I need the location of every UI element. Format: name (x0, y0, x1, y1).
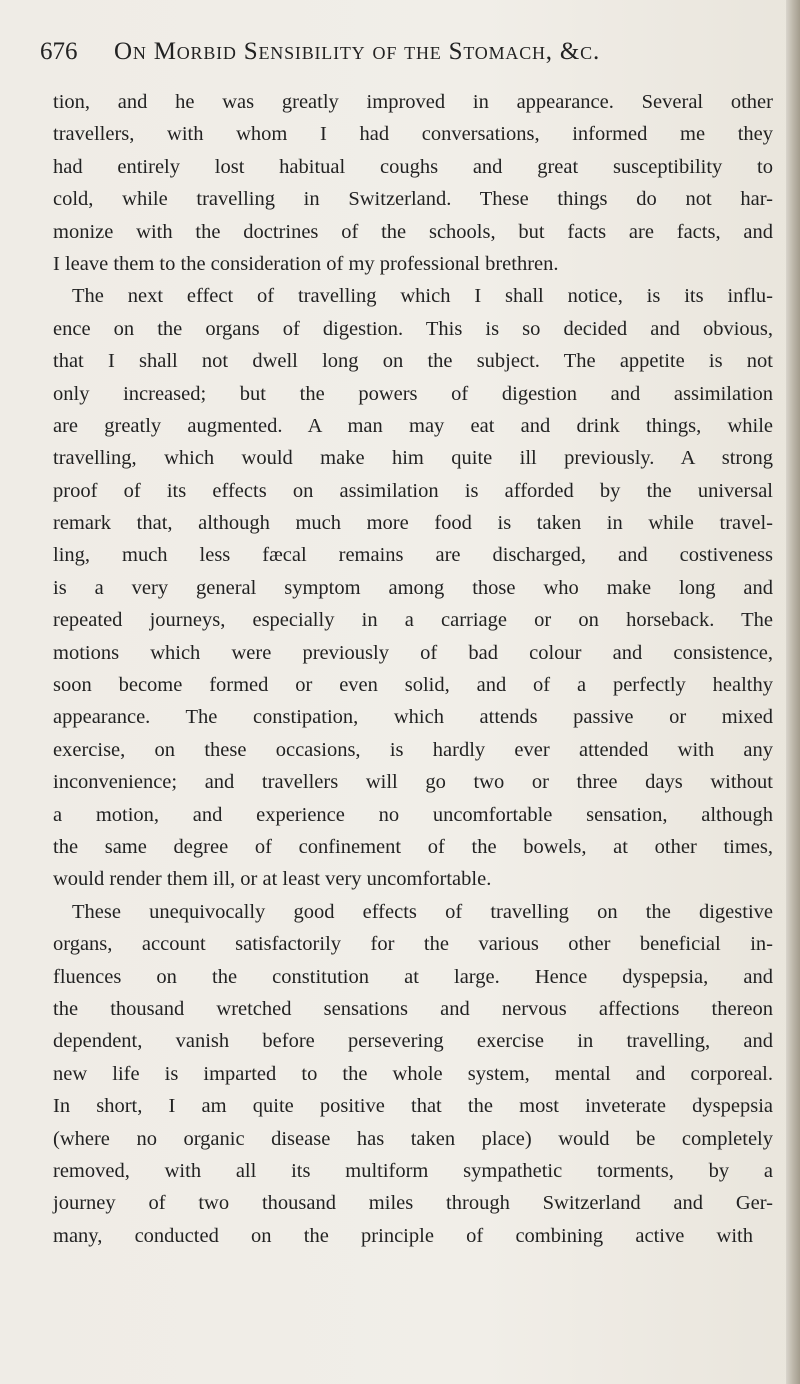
text-line: travelling, which would make him quite ill previously. A strong (53, 447, 773, 470)
paragraph-start-line: These unequivocally good effects of travelling on the digestive (72, 900, 773, 923)
text-line: (where no organic disease has taken place) would be completely (53, 1127, 773, 1150)
text-line: inconvenience; and travellers will go two or three days without (53, 771, 773, 794)
text-line: repeated journeys, especially in a carriage or on horseback. The (53, 609, 773, 632)
page-header (40, 34, 770, 74)
text-line: are greatly augmented. A man may eat and drink things, while (53, 414, 773, 437)
text-line: remark that, although much more food is taken in while travel- (53, 512, 773, 535)
text-line: many, conducted on the principle of combining active with (53, 1224, 753, 1247)
text-line: exercise, on these occasions, is hardly ever attended with any (53, 738, 773, 761)
text-line: proof of its effects on assimilation is afforded by the universal (53, 479, 773, 502)
running-title: On Morbid Sensibility of the Stomach, &c. (114, 38, 601, 65)
text-line: In short, I am quite positive that the most inveterate dyspepsia (53, 1095, 773, 1118)
text-line: the thousand wretched sensations and nervous affections thereon (53, 997, 773, 1020)
text-line: journey of two thousand miles through Switzerland and Ger- (53, 1192, 773, 1215)
text-line: fluences on the constitution at large. Hence dyspepsia, and (53, 965, 773, 988)
text-line: travellers, with whom I had conversations, informed me they (53, 123, 773, 146)
text-line: ling, much less fæcal remains are discharged, and costiveness (53, 544, 773, 567)
paragraph-start-line: The next effect of travelling which I shall notice, is its influ- (72, 285, 773, 308)
text-line: that I shall not dwell long on the subject. The appetite is not (53, 350, 773, 373)
text-line: would render them ill, or at least very uncomfortable. (53, 868, 492, 891)
text-line: dependent, vanish before persevering exercise in travelling, and (53, 1030, 773, 1053)
text-line: organs, account satisfactorily for the various other beneficial in- (53, 933, 773, 956)
text-line: new life is imparted to the whole system, mental and corporeal. (53, 1062, 773, 1085)
text-line: is a very general symptom among those who make long and (53, 576, 773, 599)
text-line: I leave them to the consideration of my professional brethren. (53, 252, 559, 275)
text-line: soon become formed or even solid, and of a perfectly healthy (53, 674, 773, 697)
page-number: 676 (40, 38, 78, 65)
text-line: appearance. The constipation, which attends passive or mixed (53, 706, 773, 729)
text-line: tion, and he was greatly improved in appearance. Several other (53, 91, 773, 113)
text-line: cold, while travelling in Switzerland. These things do not har- (53, 188, 773, 211)
text-line: had entirely lost habitual coughs and great susceptibility to (53, 155, 773, 178)
body-text (53, 86, 773, 1252)
text-line: only increased; but the powers of digestion and assimilation (53, 382, 773, 405)
text-line: removed, with all its multiform sympathetic torments, by a (53, 1159, 773, 1182)
text-line: the same degree of confinement of the bowels, at other times, (53, 835, 773, 858)
text-line: monize with the doctrines of the schools, but facts are facts, and (53, 220, 773, 243)
text-line: a motion, and experience no uncomfortable sensation, although (53, 803, 773, 826)
page-binding-edge (786, 0, 800, 1384)
text-line: ence on the organs of digestion. This is so decided and obvious, (53, 317, 773, 340)
text-line: motions which were previously of bad colour and consistence, (53, 641, 773, 664)
